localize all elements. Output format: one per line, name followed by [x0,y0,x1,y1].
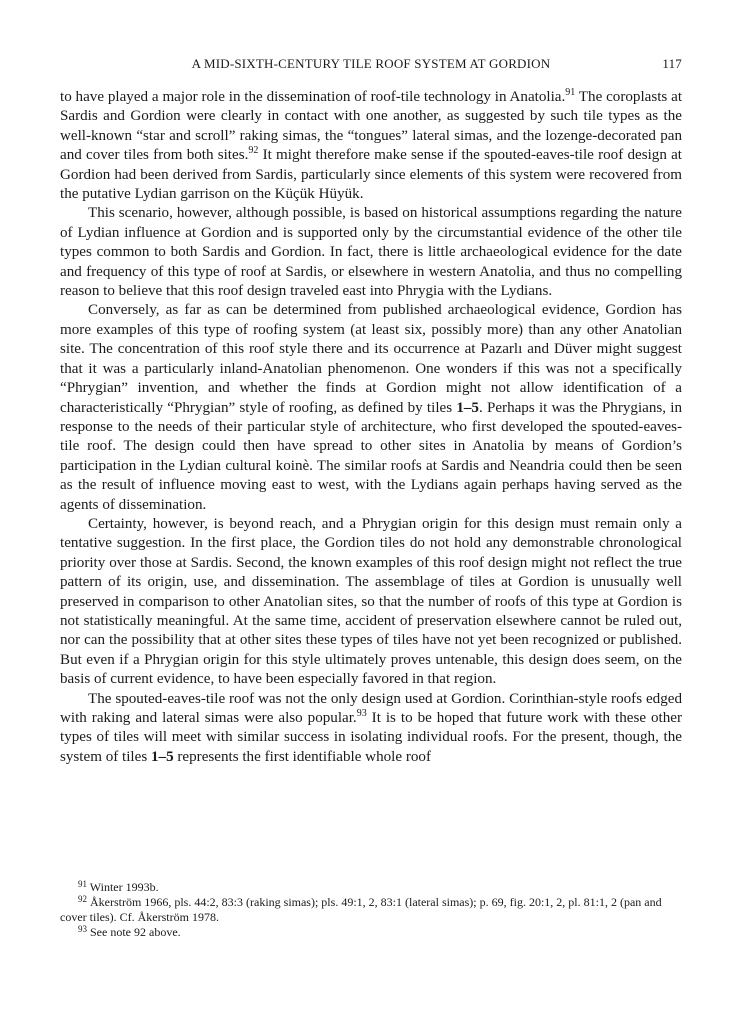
paragraph-1-text-b: The coroplasts at Sardis and Gordion were clearly in contact with one another, as suggested by such tile types as the well-known “star and scroll” raking simas, the “tongues” lateral simas, and the lozenge-decorated pan and cover tiles from both sites. [60,89,683,164]
paragraph-4: Certainty, however, is beyond reach, and a Phrygian origin for this design must remain only a tentative suggestion. In the first place, the Gordion tiles do not hold any demonstrable chronological priority over those at Sardis. Second, the known examples of this roof design might not reflect the true pattern of its origin, use, and dissemination. The assemblage of tiles at Gordion is unusually well preserved in comparison to other Anatolian sites, so that the number of roofs of this type at Gordion is not statistically meaningful. At the same time, accident of preservation elsewhere cannot be ruled out, nor can the possibility that at other sites these types of tiles have not yet been recognized or published. But even if a Phrygian origin for this style ultimately proves untenable, this design does seem, on the basis of current evidence, to have been especially favored in that region. [60,515,682,688]
paragraph-3 [60,301,682,514]
footnote-text: Winter 1993b. [89,880,159,894]
paragraph-5-text-b: It is to be hoped that future work with these other types of tiles will meet with similar success in isolating individual roofs. For the present, though, the system of tiles [60,710,682,765]
footnote-ref-93: 93 [356,708,367,719]
running-header [60,56,682,76]
footnote-text: See note 92 above. [90,925,181,939]
paragraph-1-text-a: to have played a major role in the dissemination of roof-tile technology in Anatolia. [60,89,566,105]
footnote-number: 93 [78,924,87,934]
footnote-91 [60,880,682,895]
footnote-93 [60,925,682,940]
footnotes [60,880,682,940]
footnote-number: 91 [78,879,87,889]
footnote-number: 92 [78,894,87,904]
paragraph-5-text-a: The spouted-eaves-tile roof was not the only design used at Gordion. Corinthian-style roofs edged with raking and lateral simas were also popular. [60,690,682,726]
paragraph-1-text-c: It might therefore make sense if the spouted-eaves-tile roof design at Gordion had been derived from Sardis, particularly since elements of this system were recovered from the putative Lydian garrison on the Küçük Hüyük. [60,147,682,203]
tile-range-ref: 1–5 [150,748,174,765]
page-number: 117 [662,56,682,71]
footnote-92 [60,895,682,925]
paragraph-5 [60,690,682,768]
paragraph-3-text-b: . Perhaps it was the Phrygians, in response to the needs of their particular style of architecture, who first developed the spouted-eaves-tile roof. The design could then have spread to other sites in Anatolia by means of Gordion’s participation in the Lydian cultural koinè. The similar roofs at Sardis and Neandria could then be seen as the result of influence moving east to west, with the Lydians again perhaps having served as the agents of dissemination. [60,399,683,513]
footnote-ref-92: 92 [248,145,259,157]
footnote-ref-91: 91 [565,87,576,98]
footnote-text: Åkerström 1966, pls. 44:2, 83:3 (raking simas); pls. 49:1, 2, 83:1 (lateral simas); p. 69, fig. 20:1, 2, pl. 81:1, 2 (pan and cover tiles). Cf. Åkerström 1978. [60,895,662,924]
body-text [60,88,682,767]
paragraph-3-text-a: Conversely, as far as can be determined from published archaeological evidence, Gordion has more examples of this type of roofing system (at least six, possibly more) than any other Anatolian site. The concentration of this roof style there and its occurrence at Pazarlı and Düver might suggest that it was a particularly inland-Anatolian phenomenon. One wonders if this was not a specifically “Phrygian” invention, and whether the finds at Gordion might not allow identification of a characteristically “Phrygian” style of roofing, as defined by tiles [60,302,682,416]
running-title: A MID-SIXTH-CENTURY TILE ROOF SYSTEM AT GORDION [191,56,551,71]
paragraph-1 [60,88,682,204]
paragraph-2: This scenario, however, although possible, is based on historical assumptions regarding the nature of Lydian influence at Gordion and is supported only by the circumstantial evidence of the other tile types common to both Sardis and Gordion. In fact, there is little archaeological evidence for the date and frequency of this type of roof at Sardis, or elsewhere in western Anatolia, and thus no compelling reason to believe that this roof design traveled east into Phrygia with the Lydians. [60,205,682,300]
paragraph-5-text-c: represents the first identifiable whole roof [173,748,431,765]
tile-range-ref: 1–5 [456,399,479,416]
